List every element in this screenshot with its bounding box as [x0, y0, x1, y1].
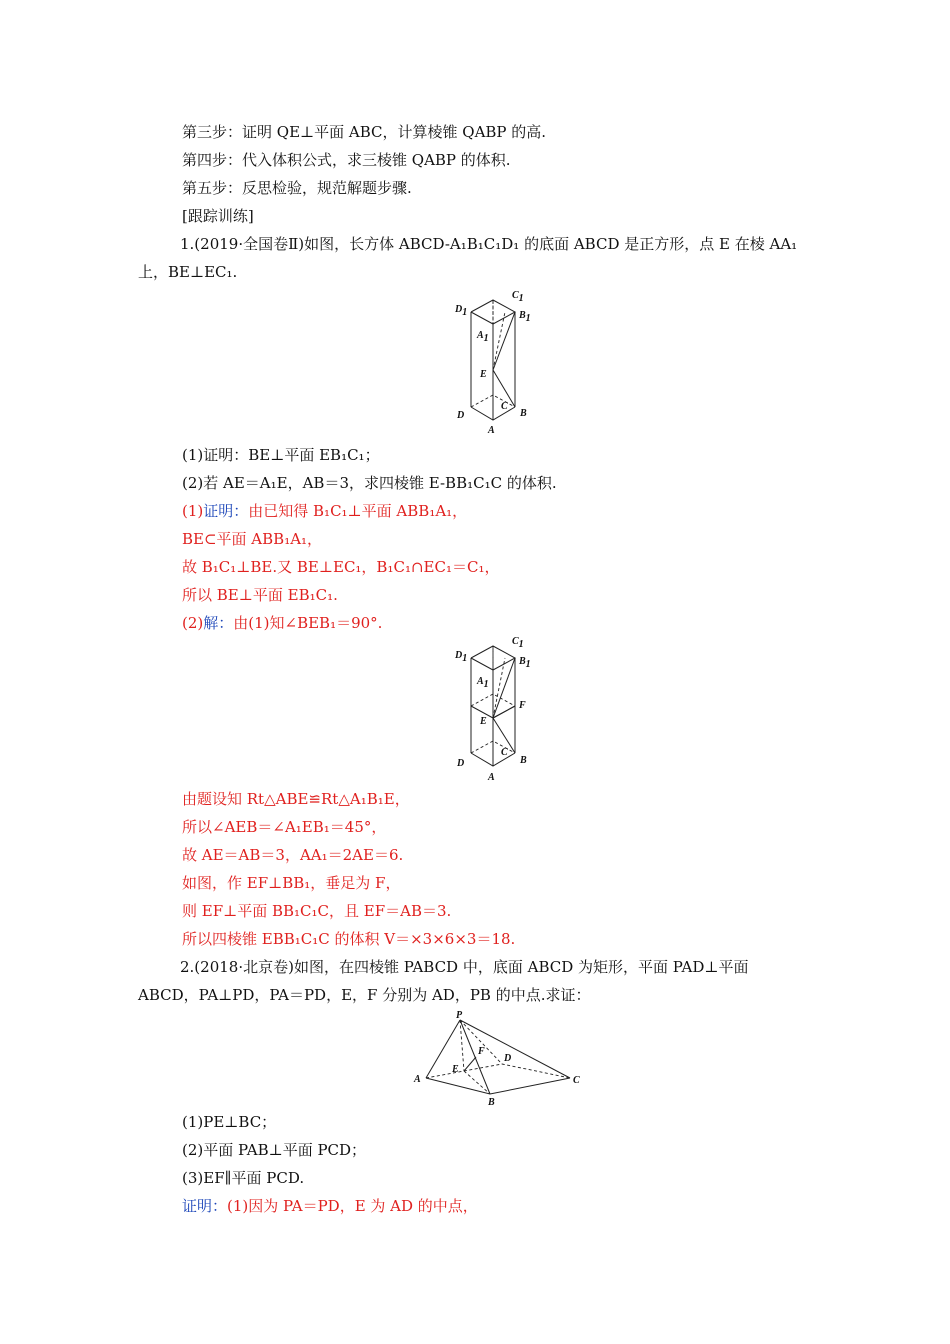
label-d1: D1 [455, 650, 468, 664]
label-a1: A1 [477, 676, 489, 690]
solution-line11: 所以四棱锥 EBB₁C₁C 的体积 V＝×3×6×3＝18. [182, 930, 516, 948]
label-b: B [520, 408, 527, 419]
solution-line1: (1)证明：由已知得 B₁C₁⊥平面 ABB₁A₁， [182, 502, 468, 520]
label-d: D [457, 758, 465, 769]
step3-text: 第三步：证明 QE⊥平面 ABC，计算棱锥 QABP 的高. [182, 123, 547, 141]
label-c: C [573, 1075, 580, 1086]
label-b1: B1 [519, 310, 531, 324]
label-f: F [519, 700, 526, 711]
label-b1: B1 [519, 656, 531, 670]
solution-line8: 故 AE＝AB＝3，AA₁＝2AE＝6. [182, 846, 404, 864]
label-d1: D1 [455, 304, 468, 318]
label-p: P [456, 1010, 463, 1021]
problem1-line2: 上，BE⊥EC₁. [138, 263, 238, 281]
label-d: D [457, 410, 465, 421]
solution-line6: 由题设知 Rt△ABE≌Rt△A₁B₁E， [182, 790, 410, 808]
proof-line1: 证明：(1)因为 PA＝PD，E 为 AD 的中点， [182, 1197, 478, 1215]
label-a: A [488, 772, 495, 783]
solution-line10: 则 EF⊥平面 BB₁C₁C，且 EF＝AB＝3. [182, 902, 452, 920]
step4-text: 第四步：代入体积公式，求三棱锥 QABP 的体积. [182, 151, 511, 169]
task2: (2)平面 PAB⊥平面 PCD； [182, 1141, 367, 1159]
label-e: E [452, 1064, 459, 1075]
cuboid-figure-2 [445, 636, 555, 786]
label-a1: A1 [477, 330, 489, 344]
label-a: A [414, 1074, 421, 1085]
step5-text: 第五步：反思检验，规范解题步骤. [182, 179, 412, 197]
pyramid-figure [410, 1010, 590, 1106]
task1: (1)PE⊥BC； [182, 1113, 277, 1131]
label-e: E [480, 716, 487, 727]
label-c1: C1 [512, 636, 524, 650]
label-d: D [504, 1053, 512, 1064]
section-heading: [跟踪训练] [182, 207, 254, 225]
task3: (3)EF∥平面 PCD. [182, 1169, 305, 1187]
problem2-line1: 2.(2018·北京卷)如图，在四棱锥 PABCD 中，底面 ABCD 为矩形，平面 PAD⊥平面 [180, 958, 749, 976]
solution-line3: 故 B₁C₁⊥BE.又 BE⊥EC₁，B₁C₁∩EC₁＝C₁， [182, 558, 500, 576]
problem2-line2: ABCD，PA⊥PD，PA＝PD，E，F 分别为 AD，PB 的中点.求证： [138, 986, 591, 1004]
solution-line9: 如图，作 EF⊥BB₁，垂足为 F， [182, 874, 401, 892]
question1: (1)证明：BE⊥平面 EB₁C₁； [182, 446, 380, 464]
question2: (2)若 AE＝A₁E，AB＝3，求四棱锥 E-BB₁C₁C 的体积. [182, 474, 557, 492]
problem1-line1: 1.(2019·全国卷Ⅱ)如图，长方体 ABCD-A₁B₁C₁D₁ 的底面 ABCD 是正方形，点 E 在棱 AA₁ [180, 235, 798, 253]
label-a: A [488, 425, 495, 436]
label-c: C [501, 401, 508, 412]
solution-line2: BE⊂平面 ABB₁A₁， [182, 530, 323, 548]
solution-line5: (2)解：由(1)知∠BEB₁＝90°. [182, 614, 383, 632]
label-f: F [478, 1046, 485, 1057]
label-c1: C1 [512, 290, 524, 304]
label-b: B [520, 755, 527, 766]
solution-line7: 所以∠AEB＝∠A₁EB₁＝45°， [182, 818, 387, 836]
label-b: B [488, 1097, 495, 1106]
solution-line4: 所以 BE⊥平面 EB₁C₁. [182, 586, 338, 604]
cuboid-figure-1 [445, 290, 555, 440]
label-c: C [501, 747, 508, 758]
label-e: E [480, 369, 487, 380]
